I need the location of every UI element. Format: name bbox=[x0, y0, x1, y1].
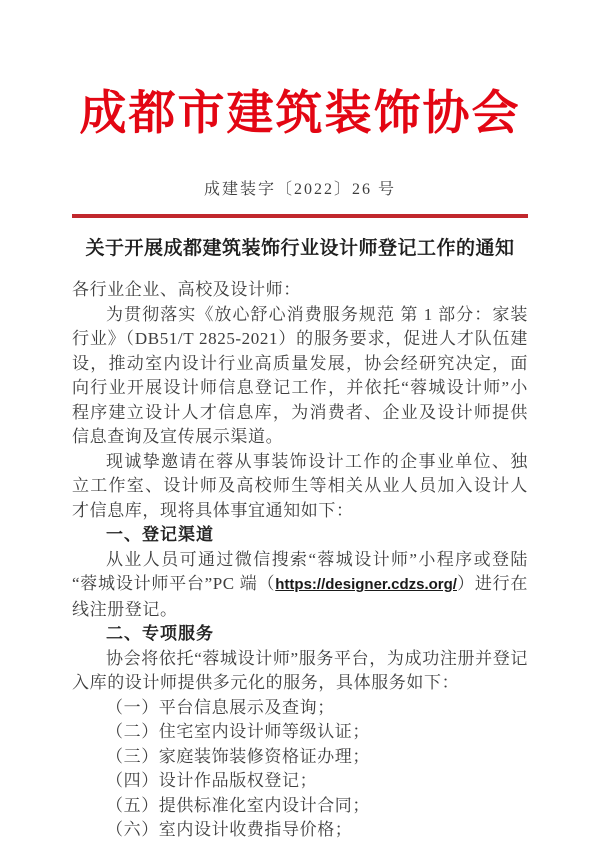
service-item: （四）设计作品版权登记； bbox=[106, 771, 318, 790]
special-services-paragraph: 协会将依托“蓉城设计师”服务平台，为成功注册并登记入库的设计师提供多元化的服务，具体服务如下： bbox=[72, 648, 528, 692]
doc-reference-number: 成建装字〔2022〕26 号 bbox=[203, 181, 396, 198]
registration-channel-paragraph bbox=[72, 548, 528, 623]
service-item: （五）提供标准化室内设计合同； bbox=[106, 795, 370, 815]
notice-body bbox=[72, 278, 528, 843]
masthead-org-name: 成都市建筑装饰协会 bbox=[79, 88, 521, 140]
notice-title: 关于开展成都建筑装饰行业设计师登记工作的通知 bbox=[85, 238, 515, 259]
salutation: 各行业企业、高校及设计师： bbox=[72, 280, 301, 299]
service-item: （六）室内设计收费指导价格； bbox=[106, 820, 353, 839]
registration-text-before-url: 从业人员可通过微信搜索“蓉城设计师”小程序或登陆“蓉城设计师平台”PC 端（ bbox=[72, 549, 528, 593]
intro-paragraph: 为贯彻落实《放心舒心消费服务规范 第 1 部分：家装行业》（DB51/T 2825-2021）的服务要求，促进人才队伍建设，推动室内设计行业高质量发展，协会经研究决定，面向行业开展设计师信息登记工作，并依托“蓉城设计师”小程序建立设计人才信息库，为消费者、企业及设计师提供信息查询及宣传展示渠道。 bbox=[72, 304, 528, 446]
service-item: （三）家庭装饰装修资格证办理； bbox=[106, 746, 370, 766]
section-heading-special-services: 二、专项服务 bbox=[106, 624, 214, 643]
service-item: （一）平台信息展示及查询； bbox=[106, 697, 335, 717]
registration-url-link[interactable]: https://designer.cdzs.org/ bbox=[275, 576, 457, 593]
intro-paragraph: 现诚挚邀请在蓉从事装饰设计工作的企事业单位、独立工作室、设计师及高校师生等相关从业人员加入设计人才信息库，现将具体事宜通知如下： bbox=[72, 451, 528, 520]
registration-text-after-url: ）进行在线注册登记。 bbox=[72, 574, 528, 619]
service-item: （二）住宅室内设计师等级认证； bbox=[106, 722, 370, 741]
section-heading-registration-channel: 一、登记渠道 bbox=[106, 525, 214, 544]
masthead-divider bbox=[72, 214, 528, 218]
